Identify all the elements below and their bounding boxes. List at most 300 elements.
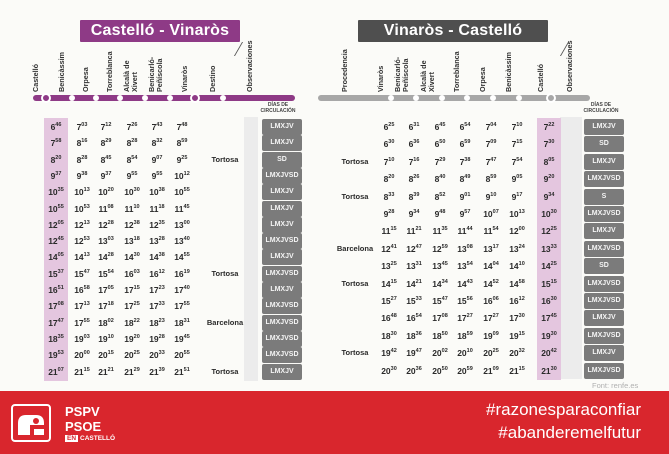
circulation-days-badge: LMXJVSD — [262, 168, 302, 184]
departure-time: $6^{50}$ — [434, 139, 446, 150]
origin — [328, 257, 382, 275]
left-timetable-title: Castelló - Vinaròs — [80, 20, 240, 42]
logo-castello-text: EN CASTELLÓ — [67, 435, 116, 442]
departure-time: $7^{47}$ — [485, 156, 497, 167]
departure-time: $14^{10}$ — [509, 261, 525, 272]
departure-time: $20^{25}$ — [483, 348, 499, 359]
departure-time: $17^{08}$ — [44, 297, 68, 315]
departure-time: $14^{55}$ — [174, 252, 190, 263]
departure-time: $19^{28}$ — [149, 333, 165, 344]
departure-time: $18^{30}$ — [381, 330, 397, 341]
circulation-days-badge: LMXJVSD — [262, 331, 302, 347]
station-header: Destino — [208, 65, 217, 92]
circulation-days-badge: LMXJVSD — [584, 206, 624, 222]
departure-time: $14^{25}$ — [537, 257, 561, 275]
departure-time: $17^{45}$ — [537, 309, 561, 327]
departure-time: $8^{40}$ — [434, 174, 446, 185]
departure-time: $7^{54}$ — [511, 156, 523, 167]
departure-time: $19^{47}$ — [406, 348, 422, 359]
origin — [328, 118, 382, 136]
departure-time: $7^{22}$ — [537, 118, 561, 136]
origin — [328, 135, 382, 153]
origin — [328, 327, 382, 345]
departure-time: $12^{59}$ — [432, 243, 448, 254]
departure-time: $16^{54}$ — [406, 313, 422, 324]
station-stop-dot — [41, 93, 51, 103]
departure-time: $10^{13}$ — [509, 209, 525, 219]
departure-time: $21^{21}$ — [98, 366, 114, 377]
departure-time: $14^{04}$ — [483, 261, 499, 272]
departure-time: $8^{26}$ — [408, 174, 420, 185]
station-stop-dot — [167, 95, 173, 101]
departure-time: $14^{15}$ — [381, 278, 397, 289]
circulation-days-badge: SD — [584, 136, 624, 152]
station-stop-dot — [490, 95, 496, 101]
departure-time: $19^{10}$ — [98, 333, 114, 344]
footer-banner — [0, 391, 669, 454]
departure-time: $21^{07}$ — [44, 363, 68, 381]
origin: Tortosa — [341, 191, 369, 201]
departure-time: $18^{23}$ — [149, 317, 165, 328]
departure-time: $7^{10}$ — [383, 156, 395, 167]
departure-time: $8^{33}$ — [383, 191, 395, 202]
departure-time: $6^{36}$ — [408, 139, 420, 150]
departure-time: $7^{04}$ — [485, 122, 497, 132]
departure-time: $9^{48}$ — [434, 209, 446, 219]
departure-time: $7^{29}$ — [434, 156, 446, 167]
departure-time: $7^{38}$ — [459, 156, 471, 167]
departure-time: $13^{25}$ — [381, 261, 397, 272]
circulation-days-badge: LMXJV — [262, 282, 302, 298]
departure-time: $10^{30}$ — [124, 187, 140, 198]
departure-time: $7^{12}$ — [100, 122, 112, 132]
station-header: Procedencia — [340, 49, 349, 92]
left-days-header: DÍAS DE CIRCULACIÓN — [260, 102, 296, 114]
departure-time: $21^{15}$ — [509, 365, 525, 376]
departure-time: $12^{41}$ — [381, 243, 397, 254]
departure-time: $19^{20}$ — [124, 333, 140, 344]
departure-time: $8^{59}$ — [176, 138, 188, 149]
departure-time: $12^{47}$ — [406, 243, 422, 254]
circulation-days-badge: LMXJV — [584, 119, 624, 135]
destination — [198, 200, 252, 218]
departure-time: $14^{52}$ — [483, 278, 499, 289]
departure-time: $18^{59}$ — [457, 330, 473, 341]
station-header: Benicàssim — [57, 52, 66, 92]
departure-time: $13^{18}$ — [124, 236, 140, 247]
departure-time: $9^{34}$ — [537, 188, 561, 206]
departure-time: $14^{30}$ — [124, 252, 140, 263]
circulation-days-badge: LMXJVSD — [262, 266, 302, 282]
departure-time: $20^{00}$ — [74, 350, 90, 361]
destination: Tortosa — [211, 154, 239, 164]
station-header: Vinaròs — [180, 65, 189, 92]
departure-time: $16^{48}$ — [381, 313, 397, 324]
origin: Tortosa — [341, 156, 369, 166]
departure-time: $13^{40}$ — [174, 236, 190, 247]
departure-time: $20^{32}$ — [509, 348, 525, 359]
departure-time: $16^{51}$ — [44, 281, 68, 299]
departure-time: $12^{00}$ — [509, 226, 525, 237]
departure-time: $12^{25}$ — [537, 222, 561, 240]
left-route-line — [33, 95, 295, 101]
destination — [198, 297, 252, 315]
departure-time: $16^{12}$ — [149, 268, 165, 279]
departure-time: $10^{55}$ — [174, 187, 190, 198]
departure-time: $8^{20}$ — [44, 151, 68, 169]
departure-time: $12^{05}$ — [44, 216, 68, 234]
station-stop-dot — [190, 93, 200, 103]
departure-time: $14^{58}$ — [509, 278, 525, 289]
circulation-days-badge: LMXJV — [262, 249, 302, 265]
departure-time: $15^{47}$ — [432, 296, 448, 306]
departure-time: $16^{58}$ — [74, 285, 90, 295]
departure-time: $20^{50}$ — [432, 365, 448, 376]
departure-time: $8^{32}$ — [151, 138, 163, 149]
departure-time: $19^{53}$ — [44, 346, 68, 364]
departure-time: $9^{25}$ — [176, 154, 188, 165]
departure-time: $17^{15}$ — [124, 285, 140, 295]
departure-time: $7^{58}$ — [44, 134, 68, 152]
logo-psoe-text: PSOE — [65, 419, 102, 434]
departure-time: $18^{31}$ — [174, 317, 190, 328]
destination: Tortosa — [211, 268, 239, 278]
departure-time: $20^{59}$ — [457, 365, 473, 376]
circulation-days-badge: S — [584, 189, 624, 205]
departure-time: $15^{37}$ — [44, 265, 68, 283]
destination: Tortosa — [211, 366, 239, 376]
circulation-days-badge: LMXJVSD — [584, 293, 624, 309]
station-header: Alcalà de Xivert — [122, 60, 139, 92]
departure-time: $9^{20}$ — [537, 170, 561, 188]
departure-time: $13^{33}$ — [537, 240, 561, 258]
departure-time: $20^{30}$ — [381, 365, 397, 376]
origin: Tortosa — [341, 278, 369, 288]
departure-time: $18^{50}$ — [432, 330, 448, 341]
right-timetable-title: Vinaròs - Castelló — [358, 20, 548, 42]
right-route-line — [318, 95, 590, 101]
station-stop-dot — [464, 95, 470, 101]
departure-time: $17^{27}$ — [457, 313, 473, 324]
departure-time: $12^{13}$ — [74, 219, 90, 230]
departure-time: $8^{16}$ — [76, 138, 88, 149]
circulation-days-badge: LMXJV — [262, 217, 302, 233]
departure-time: $20^{02}$ — [432, 348, 448, 359]
circulation-days-badge: LMXJVSD — [584, 276, 624, 292]
departure-time: $11^{35}$ — [432, 226, 448, 237]
circulation-days-badge: LMXJVSD — [262, 233, 302, 249]
departure-time: $15^{33}$ — [406, 296, 422, 306]
departure-time: $14^{38}$ — [149, 252, 165, 263]
station-stop-dot — [93, 95, 99, 101]
departure-time: $14^{43}$ — [457, 278, 473, 289]
destination — [198, 248, 252, 266]
departure-time: $11^{54}$ — [483, 226, 499, 237]
circulation-days-badge: LMXJV — [262, 135, 302, 151]
departure-time: $10^{13}$ — [74, 187, 90, 198]
circulation-days-badge: LMXJV — [262, 184, 302, 200]
origin: Barcelona — [336, 243, 374, 253]
departure-time: $14^{05}$ — [44, 248, 68, 266]
departure-time: $18^{22}$ — [124, 317, 140, 328]
departure-time: $6^{46}$ — [44, 118, 68, 136]
departure-time: $16^{30}$ — [537, 292, 561, 310]
departure-time: $7^{30}$ — [537, 135, 561, 153]
station-stop-dot — [220, 95, 226, 101]
station-stop-dot — [413, 95, 419, 101]
departure-time: $14^{34}$ — [432, 278, 448, 289]
station-header: Torreblanca — [105, 51, 114, 92]
station-header: Alcalà de Xivert — [419, 60, 436, 92]
departure-time: $13^{54}$ — [457, 261, 473, 272]
departure-time: $10^{20}$ — [98, 187, 114, 198]
departure-time: $18^{02}$ — [98, 317, 114, 328]
departure-time: $16^{12}$ — [509, 296, 525, 306]
station-header: Benicarló- Peñíscola — [393, 56, 410, 92]
departure-time: $16^{19}$ — [174, 268, 190, 279]
hashtag-abanderem: #abanderemelfutur — [498, 423, 641, 442]
station-stop-dot — [388, 95, 394, 101]
departure-time: $7^{10}$ — [511, 122, 523, 132]
station-stop-dot — [142, 95, 148, 101]
departure-time: $9^{55}$ — [151, 170, 163, 181]
departure-time: $9^{34}$ — [408, 209, 420, 219]
destination — [198, 118, 252, 136]
departure-time: $12^{53}$ — [74, 236, 90, 247]
departure-time: $20^{55}$ — [174, 350, 190, 361]
departure-time: $7^{43}$ — [151, 122, 163, 132]
departure-time: $21^{09}$ — [483, 365, 499, 376]
destination: Barcelona — [206, 317, 244, 327]
departure-time: $8^{52}$ — [434, 191, 446, 202]
station-header: Benicàssim — [504, 52, 513, 92]
origin — [328, 292, 382, 310]
departure-time: $10^{38}$ — [149, 187, 165, 198]
departure-time: $21^{15}$ — [74, 366, 90, 377]
circulation-days-badge: LMXJV — [584, 154, 624, 170]
departure-time: $11^{10}$ — [124, 203, 140, 214]
departure-time: $13^{28}$ — [149, 236, 165, 247]
departure-time: $6^{30}$ — [383, 139, 395, 150]
departure-time: $16^{06}$ — [483, 296, 499, 306]
departure-time: $15^{47}$ — [74, 268, 90, 279]
departure-time: $6^{45}$ — [434, 122, 446, 132]
departure-time: $20^{42}$ — [537, 344, 561, 362]
departure-time: $17^{40}$ — [174, 285, 190, 295]
station-header: Torreblanca — [452, 51, 461, 92]
departure-time: $13^{00}$ — [174, 219, 190, 230]
departure-time: $17^{47}$ — [44, 314, 68, 332]
departure-time: $11^{45}$ — [174, 203, 190, 214]
departure-time: $10^{12}$ — [174, 170, 190, 181]
departure-time: $20^{33}$ — [149, 350, 165, 361]
circulation-days-badge: LMXJVSD — [262, 347, 302, 363]
destination — [198, 167, 252, 185]
departure-time: $10^{30}$ — [537, 205, 561, 223]
origin — [328, 205, 382, 223]
departure-time: $21^{29}$ — [124, 366, 140, 377]
departure-time: $19^{45}$ — [174, 333, 190, 344]
departure-time: $7^{15}$ — [511, 139, 523, 150]
station-header: Benicarló- Peñíscola — [147, 56, 164, 92]
departure-time: $13^{31}$ — [406, 261, 422, 272]
station-header: Orpesa — [478, 67, 487, 92]
logo-pspv-text: PSPV — [65, 404, 100, 419]
circulation-days-badge: LMXJV — [584, 345, 624, 361]
station-stop-dot — [69, 95, 75, 101]
departure-time: $8^{49}$ — [459, 174, 471, 185]
departure-time: $6^{59}$ — [459, 139, 471, 150]
circulation-days-badge: LMXJV — [584, 310, 624, 326]
departure-time: $18^{36}$ — [406, 330, 422, 341]
station-header: Castelló — [31, 64, 40, 92]
departure-time: $15^{27}$ — [381, 296, 397, 306]
departure-time: $14^{28}$ — [98, 252, 114, 263]
departure-time: $12^{38}$ — [124, 219, 140, 230]
circulation-days-badge: LMXJVSD — [584, 241, 624, 257]
destination — [198, 281, 252, 299]
station-header: Observaciones — [565, 40, 574, 92]
circulation-days-badge: LMXJV — [262, 119, 302, 135]
departure-time: $11^{15}$ — [381, 226, 397, 237]
departure-time: $15^{56}$ — [457, 296, 473, 306]
circulation-days-badge: LMXJV — [262, 364, 302, 380]
departure-time: $17^{08}$ — [432, 313, 448, 324]
departure-time: $13^{45}$ — [432, 261, 448, 272]
departure-time: $13^{24}$ — [509, 243, 525, 254]
source-credit: Font: renfe.es — [592, 381, 639, 390]
departure-time: $19^{15}$ — [509, 330, 525, 341]
departure-time: $8^{54}$ — [126, 154, 138, 165]
departure-time: $15^{15}$ — [537, 275, 561, 293]
departure-time: $8^{20}$ — [383, 174, 395, 185]
circulation-days-badge: LMXJV — [584, 223, 624, 239]
circulation-days-badge: LMXJVSD — [584, 171, 624, 187]
departure-time: $11^{18}$ — [149, 203, 165, 214]
departure-time: $9^{37}$ — [44, 167, 68, 185]
station-stop-dot — [117, 95, 123, 101]
departure-time: $14^{21}$ — [406, 278, 422, 289]
origin — [328, 309, 382, 327]
observations-column — [560, 117, 582, 379]
circulation-days-badge: SD — [262, 152, 302, 168]
psoe-rose-logo — [8, 401, 54, 445]
circulation-days-badge: SD — [584, 258, 624, 274]
station-stop-dot — [546, 93, 556, 103]
departure-time: $17^{05}$ — [98, 285, 114, 295]
departure-time: $17^{23}$ — [149, 285, 165, 295]
destination — [198, 330, 252, 348]
destination — [198, 232, 252, 250]
departure-time: $17^{18}$ — [98, 301, 114, 312]
departure-time: $11^{21}$ — [406, 226, 422, 237]
circulation-days-badge: LMXJV — [262, 201, 302, 217]
departure-time: $17^{55}$ — [174, 301, 190, 312]
departure-time: $15^{54}$ — [98, 268, 114, 279]
departure-time: $9^{10}$ — [485, 191, 497, 202]
departure-time: $17^{27}$ — [483, 313, 499, 324]
destination — [198, 216, 252, 234]
departure-time: $8^{28}$ — [126, 138, 138, 149]
departure-time: $7^{48}$ — [176, 122, 188, 132]
departure-time: $6^{25}$ — [383, 122, 395, 132]
departure-time: $17^{33}$ — [149, 301, 165, 312]
departure-time: $12^{35}$ — [149, 219, 165, 230]
departure-time: $8^{39}$ — [408, 191, 420, 202]
departure-time: $16^{03}$ — [124, 268, 140, 279]
departure-time: $17^{55}$ — [74, 317, 90, 328]
departure-time: $9^{05}$ — [511, 174, 523, 185]
departure-time: $8^{28}$ — [76, 154, 88, 165]
hashtag-razones: #razonesparaconfiar — [486, 400, 641, 419]
departure-time: $10^{35}$ — [44, 183, 68, 201]
origin: Tortosa — [341, 348, 369, 358]
circulation-days-badge: LMXJVSD — [584, 363, 624, 379]
departure-time: $9^{01}$ — [459, 191, 471, 202]
station-stop-dot — [439, 95, 445, 101]
departure-time: $19^{42}$ — [381, 348, 397, 359]
departure-time: $6^{31}$ — [408, 122, 420, 132]
departure-time: $8^{29}$ — [100, 138, 112, 149]
departure-time: $9^{38}$ — [76, 170, 88, 181]
destination — [198, 346, 252, 364]
station-stop-dot — [516, 95, 522, 101]
station-header: Observaciones — [245, 40, 254, 92]
departure-time: $19^{03}$ — [74, 333, 90, 344]
origin — [328, 362, 382, 380]
departure-time: $10^{07}$ — [483, 209, 499, 219]
departure-time: $8^{05}$ — [537, 153, 561, 171]
circulation-days-badge: LMXJVSD — [584, 328, 624, 344]
departure-time: $10^{55}$ — [44, 200, 68, 218]
departure-time: $21^{51}$ — [174, 366, 190, 377]
circulation-days-badge: LMXJVSD — [262, 315, 302, 331]
departure-time: $7^{26}$ — [126, 122, 138, 132]
departure-time: $18^{35}$ — [44, 330, 68, 348]
departure-time: $13^{08}$ — [457, 243, 473, 254]
departure-time: $21^{39}$ — [149, 366, 165, 377]
departure-time: $19^{09}$ — [483, 330, 499, 341]
departure-time: $12^{28}$ — [98, 219, 114, 230]
departure-time: $20^{36}$ — [406, 365, 422, 376]
departure-time: $12^{45}$ — [44, 232, 68, 250]
departure-time: $20^{25}$ — [124, 350, 140, 361]
departure-time: $9^{07}$ — [151, 154, 163, 165]
departure-time: $8^{45}$ — [100, 154, 112, 165]
origin — [328, 222, 382, 240]
departure-time: $13^{17}$ — [483, 243, 499, 254]
right-days-header: DÍAS DE CIRCULACIÓN — [583, 102, 619, 114]
origin — [328, 170, 382, 188]
departure-time: $9^{28}$ — [383, 209, 395, 219]
destination — [198, 183, 252, 201]
station-header: Castelló — [536, 64, 545, 92]
departure-time: $7^{16}$ — [408, 156, 420, 167]
departure-time: $9^{17}$ — [511, 191, 523, 202]
departure-time: $14^{13}$ — [74, 252, 90, 263]
departure-time: $13^{03}$ — [98, 236, 114, 247]
departure-time: $7^{03}$ — [76, 122, 88, 132]
departure-time: $11^{08}$ — [98, 203, 114, 214]
departure-time: $11^{44}$ — [457, 226, 473, 237]
station-header: Orpesa — [81, 67, 90, 92]
departure-time: $20^{10}$ — [457, 348, 473, 359]
circulation-days-badge: LMXJVSD — [262, 298, 302, 314]
departure-time: $10^{53}$ — [74, 203, 90, 214]
departure-time: $9^{37}$ — [100, 170, 112, 181]
departure-time: $17^{30}$ — [509, 313, 525, 324]
departure-time: $9^{57}$ — [459, 209, 471, 219]
